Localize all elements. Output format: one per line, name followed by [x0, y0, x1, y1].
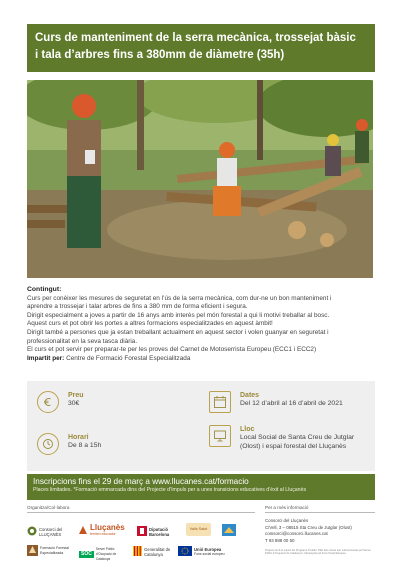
page-title-line-2: i tala d’arbres fins a 380mm de diàmetre (35h): [35, 49, 285, 61]
hours-label: Horari: [68, 434, 89, 441]
logo-diputacio: [137, 526, 181, 537]
partner-mark-icon: [222, 524, 236, 537]
logo-diputacio-text: Diputació Barcelona: [149, 526, 170, 537]
calendar-icon: [209, 391, 231, 413]
organizers-label: Organitza/Col·labora: [27, 505, 70, 510]
cffe-mark-icon: [27, 545, 38, 557]
logo-soc: [79, 547, 126, 562]
content-line: Dirigit també a persones que ja estan treballant actualment en aquest sector i volen guanyar en seguretat i: [27, 328, 329, 336]
hours-value: De 8 a 15h: [68, 442, 102, 449]
place-value-line-1: Local Social de Santa Creu de Jutglar: [240, 434, 355, 441]
content-heading: Contingut:: [27, 286, 62, 293]
logo-cffe-text: Formació Forestal Especialitzada: [40, 546, 69, 555]
monitor-icon: [209, 425, 231, 447]
info-dates: [209, 391, 343, 413]
consorci-mark-icon: [27, 526, 37, 537]
info-hours: [37, 433, 101, 455]
logo-consorci: [27, 526, 69, 537]
logo-small-partner: [222, 524, 238, 537]
info-divider: [265, 512, 375, 513]
course-description: [27, 286, 375, 363]
price-label: Preu: [68, 392, 84, 399]
logo-generalitat: [133, 546, 172, 557]
contact-phone: T 93 888 00 50: [265, 537, 295, 543]
content-line: Dirigit especialment a joves a partir de 16 anys amb interès pel món forestal a qui li motivi treballar al bosc.: [27, 311, 330, 319]
logo-llucanes: [78, 524, 125, 537]
content-line: El curs et pot servir per preparar-te per les proves del Carnet de Motoserrista Europeu (ECC1 i ECC2): [27, 346, 317, 354]
course-photo: [27, 80, 373, 278]
logo-ue-text: Unió Europea: [194, 546, 222, 552]
generalitat-mark-icon: [133, 546, 142, 557]
inscriptions-note: Places limitades. *Formació emmarcada dins del Projecte d’Impuls per a unes transicions educatives d’èxit al Lluçanès: [33, 487, 307, 493]
imparted-label: Impartit per:: [27, 354, 65, 362]
content-line: professionalitat en la seva tasca diària.: [27, 337, 138, 345]
logo-soc-sub: Servei Públic d’Ocupació de Catalunya: [95, 547, 117, 561]
logo-ue: [178, 546, 225, 557]
logo-generalitat-text: Generalitat de Catalunya: [144, 546, 171, 557]
contact-org: Consorci del Lluçanès: [265, 518, 309, 523]
logo-valls-salut: [186, 523, 211, 536]
imparted-value: Centre de Formació Forestal Especialitzada: [64, 354, 191, 362]
logo-llucanes-text: Lluçanès: [90, 523, 125, 532]
llucanes-mark-icon: [78, 525, 88, 536]
legal-note: Projecte amb el suport del Programa Treball i FSE. Els cursos són subvencionats pel Servei Públic d’Ocupació de Catalunya i cofinançats pel Fons Social Europeu.: [265, 549, 371, 556]
page-title-line-1: Curs de manteniment de la serra mecànica, trossejat bàsic: [35, 32, 356, 44]
eu-flag-icon: [178, 546, 192, 557]
logo-llucanes-sub: territori educador: [90, 532, 116, 536]
logo-cffe: [27, 545, 78, 557]
content-line: Aquest curs et pot obrir les portes a altres formacions especialitzades en aquest àmbit!: [27, 320, 273, 328]
title-band: [27, 24, 375, 72]
imparted-by: [27, 355, 375, 364]
inscriptions-band: [27, 474, 375, 500]
organizers-divider: [27, 512, 255, 513]
logo-valls-text: Valls Salut: [186, 523, 211, 536]
dates-label: Dates: [240, 392, 260, 399]
inscriptions-deadline[interactable]: Inscripcions fins el 29 de març a www.llucanes.cat/formacio: [33, 477, 249, 486]
clock-icon: [37, 433, 59, 455]
euro-icon: [37, 391, 59, 413]
info-place: [209, 425, 354, 451]
content-line: aprendre a trossejar i talar arbres de fins a 380 mm de forma eficient i segura.: [27, 303, 248, 311]
contact-address: C/Vell, 3 – 08515 Sta Creu de Jutglar (Olost): [265, 524, 352, 530]
more-info-label: Per a més informació: [265, 505, 309, 510]
content-line: Curs per conèixer les mesures de seguretat en l’ús de la serra mecànica, com dur-ne un bon manteniment i: [27, 294, 332, 302]
place-label: Lloc: [240, 426, 255, 433]
diputacio-mark-icon: [137, 526, 147, 537]
logo-consorci-text: Consorci del LLUÇANÈS: [39, 526, 63, 537]
price-value: 30€: [68, 400, 80, 407]
contact-info: [265, 518, 377, 544]
logo-ue-sub: Fons social europeu: [194, 551, 225, 556]
info-price: [37, 391, 84, 413]
place-value-line-2: (Olost) i espai forestal del Lluçanès: [240, 442, 347, 450]
dates-value: Del 12 d’abril al 16 d’abril de 2021: [240, 400, 343, 407]
logo-soc-text: SOC: [81, 551, 92, 557]
forest-scene-illustration: [27, 80, 373, 278]
course-info-box: [27, 381, 375, 471]
contact-email[interactable]: comsorci@consorci.llucanes.cat: [265, 531, 328, 536]
